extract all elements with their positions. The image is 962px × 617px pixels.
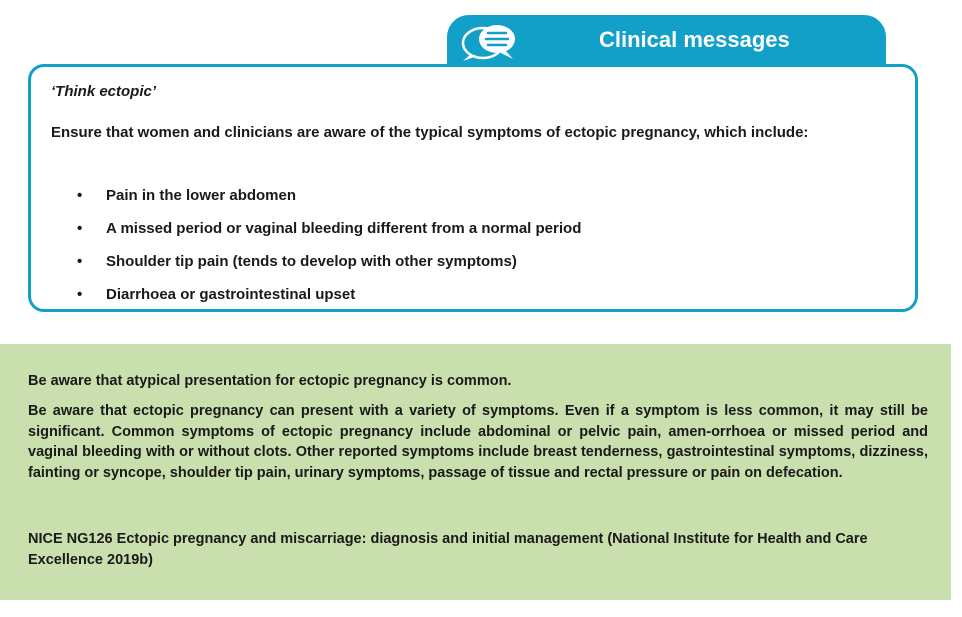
box-intro: Ensure that women and clinicians are aware of the typical symptoms of ectopic pregnancy, which include: [51,124,809,141]
list-item [31,286,581,319]
symptom-list [31,187,581,319]
bullet: • [77,220,83,237]
list-item [31,220,581,253]
list-item-text: A missed period or vaginal bleeding different from a normal period [106,220,582,237]
clinical-messages-tab [447,15,886,65]
bullet: • [77,187,83,204]
guidance-paragraph: Be aware that ectopic pregnancy can present with a variety of symptoms. Even if a symptom is less common, it may still be significant. Common symptoms of ectopic pregnancy include abdominal or pelvic pain, amen-orrhoea or missed period and vaginal bleeding with or without clots. Other reported symptoms include breast tenderness, gastrointestinal symptoms, dizziness, fainting or syncope, shoulder tip pain, urinary symptoms, passage of tissue and rectal pressure or pain on defecation. [28,403,928,481]
speech-bubbles-icon [457,19,523,63]
list-item-text: Diarrhoea or gastrointestinal upset [106,286,356,303]
guidance-paragraph: Be aware that atypical presentation for ectopic pregnancy is common. [28,373,512,389]
list-item [31,253,581,286]
list-item-text: Shoulder tip pain (tends to develop with other symptoms) [106,253,517,270]
list-item-text: Pain in the lower abdomen [106,187,297,204]
tab-title: Clinical messages [599,27,790,52]
guidance-panel [0,344,951,600]
box-heading: ‘Think ectopic’ [51,83,157,100]
clinical-messages-box [28,64,918,312]
citation: NICE NG126 Ectopic pregnancy and miscarriage: diagnosis and initial management (National Institute for Health and Care Excellence 2019b) [28,531,868,568]
list-item [31,187,581,220]
bullet: • [77,253,83,270]
bullet: • [77,286,83,303]
